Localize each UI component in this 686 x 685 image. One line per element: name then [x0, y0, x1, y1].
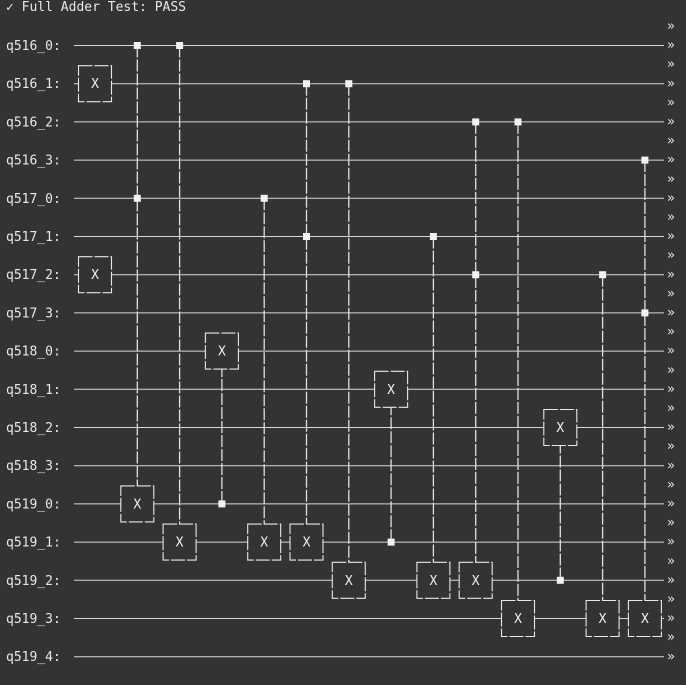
- continuation-marker: »: [667, 229, 675, 245]
- continuation-marker: »: [667, 152, 675, 168]
- continuation-marker: »: [667, 38, 675, 54]
- qubit-label: q518_1:: [6, 382, 61, 398]
- control-dot: [515, 118, 522, 125]
- x-gate-label: X: [91, 77, 99, 93]
- continuation-marker: »: [667, 630, 675, 646]
- x-gate-label: X: [260, 535, 269, 551]
- continuation-marker: »: [667, 572, 675, 588]
- continuation-marker: »: [667, 439, 675, 455]
- qubit-label: q518_3:: [6, 459, 61, 475]
- continuation-marker: »: [667, 324, 675, 340]
- x-gate-label: X: [217, 344, 226, 360]
- continuation-marker: »: [667, 57, 675, 73]
- continuation-marker: »: [667, 305, 675, 321]
- continuation-marker: »: [667, 649, 675, 665]
- qubit-label: q518_2:: [6, 421, 61, 436]
- continuation-marker: »: [667, 190, 675, 206]
- qubit-label: q516_0:: [6, 39, 61, 54]
- control-dot: [472, 118, 479, 125]
- continuation-marker: »: [667, 171, 675, 187]
- control-dot: [176, 42, 183, 49]
- qubit-label: q519_1:: [6, 535, 61, 551]
- x-gate-label: X: [598, 612, 607, 627]
- continuation-marker: »: [667, 286, 675, 302]
- qubit-label: q516_1:: [6, 77, 61, 93]
- continuation-marker: »: [667, 133, 675, 149]
- continuation-marker: »: [667, 76, 675, 92]
- control-dot: [641, 157, 648, 164]
- control-dot: [599, 271, 606, 278]
- continuation-marker: »: [667, 95, 675, 111]
- x-gate-label: X: [133, 497, 142, 513]
- control-dot: [134, 195, 141, 202]
- control-dot: [472, 271, 479, 278]
- continuation-marker: »: [667, 458, 675, 474]
- x-gate-label: X: [471, 573, 480, 589]
- continuation-marker: »: [667, 362, 675, 378]
- qubit-label: q519_3:: [6, 612, 61, 627]
- qubit-label: q519_4:: [6, 650, 61, 666]
- qubit-label: q516_3:: [6, 153, 61, 169]
- continuation-marker: »: [667, 114, 675, 130]
- qubit-label: q517_0:: [6, 191, 61, 207]
- control-dot: [218, 500, 225, 507]
- continuation-marker: »: [667, 19, 675, 34]
- control-dot: [557, 577, 564, 584]
- qubit-label: q517_3:: [6, 306, 61, 322]
- x-gate-label: X: [387, 382, 396, 398]
- control-dot: [303, 233, 310, 240]
- x-gate-label: X: [91, 268, 99, 284]
- qubit-label: q519_2:: [6, 573, 61, 589]
- continuation-marker: »: [667, 477, 675, 493]
- control-dot: [261, 195, 268, 202]
- x-gate-label: X: [514, 612, 522, 627]
- continuation-marker: »: [667, 515, 675, 531]
- continuation-marker: »: [667, 248, 675, 264]
- control-dot: [641, 309, 648, 316]
- continuation-marker: »: [667, 553, 675, 569]
- test-result-title: ✓ Full Adder Test: PASS: [6, 0, 187, 15]
- x-gate-label: X: [556, 421, 565, 436]
- continuation-marker: »: [667, 343, 675, 359]
- control-dot: [430, 233, 437, 240]
- continuation-marker: »: [667, 210, 675, 225]
- control-dot: [388, 539, 395, 546]
- continuation-marker: »: [667, 534, 675, 550]
- continuation-marker: »: [667, 420, 675, 436]
- x-gate-label: X: [302, 535, 311, 551]
- qubit-label: q517_1:: [6, 230, 61, 245]
- x-gate-label: X: [429, 573, 438, 589]
- qubit-label: q519_0:: [6, 497, 61, 513]
- control-dot: [303, 80, 310, 87]
- continuation-marker: »: [667, 496, 675, 512]
- continuation-marker: »: [667, 592, 675, 607]
- continuation-marker: »: [667, 381, 675, 397]
- continuation-marker: »: [667, 611, 675, 627]
- continuation-marker: »: [667, 267, 675, 283]
- x-gate-label: X: [344, 573, 353, 589]
- continuation-marker: »: [667, 401, 675, 416]
- control-dot: [134, 42, 141, 49]
- qubit-label: q518_0:: [6, 344, 61, 360]
- x-gate-label: X: [640, 612, 649, 627]
- x-gate-label: X: [175, 535, 184, 551]
- qubit-label: q517_2:: [6, 268, 61, 284]
- qubit-label: q516_2:: [6, 115, 61, 131]
- control-dot: [345, 80, 352, 87]
